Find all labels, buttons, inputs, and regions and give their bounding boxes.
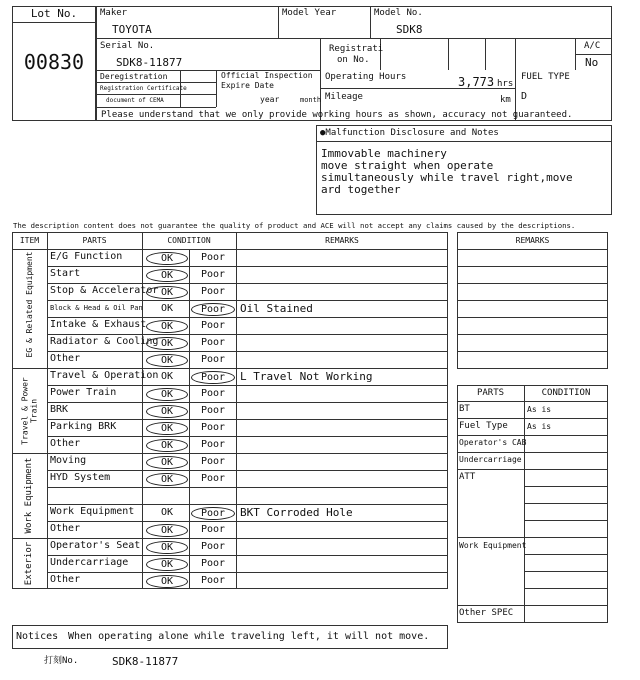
registration-certificate-label: Registration Certificate — [100, 85, 187, 92]
poor-circled: Poor — [191, 303, 235, 316]
poor-option: Poor — [200, 252, 226, 263]
other-spec-label: Other SPEC — [459, 608, 514, 618]
ok-option: OK — [160, 371, 174, 382]
poor-option: Poor — [200, 456, 226, 467]
poor-circled: Poor — [191, 371, 235, 384]
right-part-label: BT — [459, 404, 470, 414]
group-label: Exterior — [24, 541, 34, 585]
poor-option: Poor — [200, 354, 226, 365]
header-item: ITEM — [19, 236, 40, 245]
poor-option: Poor — [200, 337, 226, 348]
malfunction-line: simultaneously while travel right,move — [321, 171, 573, 184]
maker-value: TOYOTA — [112, 23, 152, 36]
ok-circled: OK — [146, 541, 188, 554]
year-label: year — [260, 95, 280, 104]
stamp-value: SDK8-11877 — [112, 655, 179, 668]
right-condition-header: CONDITION — [541, 388, 591, 398]
right-part-label: ATT — [459, 472, 476, 482]
malfunction-line: move straight when operate — [321, 159, 494, 172]
ok-circled: OK — [146, 575, 188, 588]
ok-circled: OK — [146, 269, 188, 282]
ok-circled: OK — [146, 388, 188, 401]
part-label: BRK — [50, 404, 69, 415]
fuel-type-label: FUEL TYPE — [521, 72, 570, 82]
notices-label: Notices — [16, 631, 59, 642]
poor-circled: Poor — [191, 507, 235, 520]
document-label: document of CEMA — [106, 97, 164, 104]
part-label: Power Train — [50, 387, 117, 398]
malfunction-title: ●Malfunction Disclosure and Notes — [320, 128, 499, 138]
part-label: Operator's Seat — [50, 540, 141, 551]
ok-circled: OK — [146, 286, 188, 299]
ok-circled: OK — [146, 524, 188, 537]
remark-text: BKT Corroded Hole — [240, 506, 353, 519]
malfunction-line: ard together — [321, 183, 401, 196]
ok-circled: OK — [146, 422, 188, 435]
ok-circled: OK — [146, 473, 188, 486]
right-condition-value: As is — [527, 405, 552, 414]
right-part-label: Fuel Type — [459, 421, 508, 431]
ok-circled: OK — [146, 354, 188, 367]
poor-option: Poor — [200, 558, 226, 569]
deregistration-label: Deregistration — [100, 72, 168, 81]
part-label: Work Equipment — [50, 506, 135, 517]
fuel-type-value: D — [521, 91, 528, 102]
inspection-label-2: Expire Date — [221, 81, 274, 90]
inspection-label-1: Official Inspection — [221, 71, 313, 80]
ok-circled: OK — [146, 558, 188, 571]
part-label: Travel & Operation — [50, 370, 159, 381]
part-label: Undercarriage — [50, 557, 129, 568]
group-label: Work Equipment — [24, 457, 34, 533]
ok-circled: OK — [146, 405, 188, 418]
maker-label: Maker — [100, 8, 128, 18]
registration-label-2: on No. — [337, 55, 370, 65]
poor-option: Poor — [200, 541, 226, 552]
ok-circled: OK — [146, 337, 188, 350]
part-label: Stop & Accelerator — [50, 285, 159, 296]
registration-label-1: Registrati — [329, 44, 384, 54]
operating-hours-value: 3,773 — [458, 75, 495, 89]
poor-option: Poor — [200, 422, 226, 433]
ok-circled: OK — [146, 252, 188, 265]
km-label: km — [500, 95, 511, 105]
remark-text: L Travel Not Working — [240, 370, 373, 383]
remark-text: Oil Stained — [240, 302, 313, 315]
part-label: Other — [50, 574, 81, 585]
mileage-label: Mileage — [325, 92, 363, 102]
poor-option: Poor — [200, 439, 226, 450]
ok-option: OK — [160, 507, 174, 518]
lot-number: 00830 — [23, 50, 85, 74]
poor-option: Poor — [200, 286, 226, 297]
part-label: Moving — [50, 455, 87, 466]
poor-option: Poor — [200, 524, 226, 535]
part-label: Other — [50, 353, 81, 364]
group-label: EG & Related Equipment — [25, 251, 34, 357]
right-part-label: Undercarriage — [459, 455, 522, 464]
right-parts-header: PARTS — [476, 388, 505, 398]
part-label: Parking BRK — [50, 421, 117, 432]
part-label: Start — [50, 268, 81, 279]
header-parts: PARTS — [82, 236, 107, 245]
hours-disclaimer: Please understand that we only provide working hours as shown, accuracy not guaranteed. — [101, 110, 573, 120]
description-disclaimer: The description content does not guarantee the quality of product and ACE will not accept any claims caused by the descriptions. — [13, 221, 576, 230]
ac-value: No — [585, 56, 599, 69]
model-year-label: Model Year — [282, 8, 337, 18]
stamp-label: 打刻No. — [44, 656, 79, 666]
poor-option: Poor — [200, 269, 226, 280]
part-label: E/G Function — [50, 251, 123, 262]
ok-circled: OK — [146, 456, 188, 469]
month-label: month — [300, 96, 322, 104]
hrs-label: hrs — [497, 79, 514, 89]
part-label: Intake & Exhaust — [50, 319, 147, 330]
ok-option: OK — [160, 303, 174, 314]
ok-circled: OK — [146, 320, 188, 333]
part-label: Radiator & Cooling — [50, 336, 159, 347]
part-label: Other — [50, 523, 81, 534]
work-equipment-label: Work Equipment — [459, 541, 527, 550]
poor-option: Poor — [200, 473, 226, 484]
poor-option: Poor — [200, 388, 226, 399]
header-remarks: REMARKS — [325, 236, 359, 245]
lot-label: Lot No. — [30, 7, 78, 20]
ok-circled: OK — [146, 439, 188, 452]
right-condition-value: As is — [527, 422, 552, 431]
model-no-value: SDK8 — [396, 23, 423, 36]
malfunction-line: Immovable machinery — [321, 147, 447, 160]
operating-hours-label: Operating Hours — [325, 72, 407, 82]
right-remarks-header: REMARKS — [515, 236, 550, 245]
ac-label: A/C — [584, 41, 601, 51]
model-no-label: Model No. — [374, 8, 423, 18]
right-part-label: Operator's CAB — [459, 438, 527, 447]
part-label: Other — [50, 438, 81, 449]
notices-text: When operating alone while traveling left, it will not move. — [68, 631, 430, 642]
part-label: Block & Head & Oil Pan — [50, 304, 143, 312]
part-label: HYD System — [50, 472, 111, 483]
poor-option: Poor — [200, 320, 226, 331]
poor-option: Poor — [200, 405, 226, 416]
poor-option: Poor — [200, 575, 226, 586]
serial-label: Serial No. — [100, 41, 155, 51]
serial-value: SDK8-11877 — [116, 56, 183, 69]
group-label: Travel & Power Train — [20, 376, 39, 445]
header-condition: CONDITION — [167, 236, 211, 245]
